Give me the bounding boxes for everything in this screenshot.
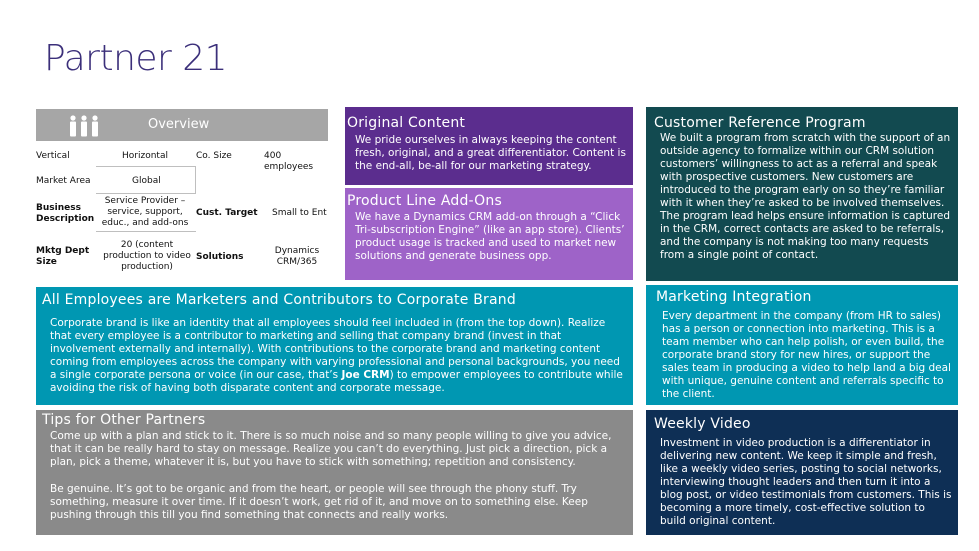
overview-label-cust-target: Cust. Target — [196, 208, 258, 218]
product-addons-panel — [345, 188, 633, 280]
overview-label-business-description: Business Description — [36, 203, 95, 224]
employees-brand-panel — [36, 287, 633, 405]
people-icon — [68, 115, 100, 137]
overview-value-market-area: Global — [132, 176, 161, 186]
overview-label-vertical: Vertical — [36, 151, 70, 161]
overview-value-mktg-dept-size: 20 (content production to video production) — [103, 240, 191, 272]
overview-header — [36, 109, 328, 141]
marketing-integration-body: Every department in the company (from HR to sales) has a person or connection into marketing. This is a team member who can help polish, or even build, the corporate brand story for new hires, or support the sales team in producing a video to help land a big deal with unique, genuine content and referrals specific to the client. — [662, 310, 951, 400]
employees-brand-title: All Employees are Marketers and Contributors to Corporate Brand — [42, 292, 516, 308]
employees-brand-body-end: ) to empower employees to contribute while avoiding the risk of having both disparate content and corporate message. — [50, 369, 623, 394]
tips-panel — [36, 410, 633, 535]
customer-reference-body: We built a program from scratch with the support of an outside agency to formalize within our CRM solution customers’ willingness to act as a referral and speak with prospective customers. New customers are introduced to the program early on so they’re familiar with it when they’re asked to be involved themselves. The program lead helps ensure information is captured in the CRM, correct contacts are asked to be referrals, and the company is not making too many requests from a single point of contact. — [660, 132, 951, 261]
product-addons-title: Product Line Add-Ons — [347, 193, 502, 209]
original-content-panel — [345, 107, 633, 185]
overview-value-solutions: Dynamics CRM/365 — [274, 246, 320, 267]
employees-brand-body — [50, 317, 626, 395]
overview-label-mktg-dept-size: Mktg Dept Size — [36, 246, 90, 267]
overview-label-market-area: Market Area — [36, 176, 91, 186]
weekly-video-title: Weekly Video — [654, 416, 751, 432]
marketing-integration-title: Marketing Integration — [656, 289, 812, 305]
overview-value-cust-target: Small to Ent — [272, 208, 327, 218]
employees-brand-body-text: Corporate brand is like an identity that all employees should feel included in (from the top down). Realize that every employee is a contributor to marketing and selling that company brand (invest in that involvement externally and internally). With contributions to the corporate brand and marketing content coming from employees across the company with varying professional and personal backgrounds, you need a single corporate persona or voice (in our case, that’s — [50, 317, 620, 381]
original-content-body: We pride ourselves in always keeping the content fresh, original, and a great differentiator. Content is the end-all, be-all for our marketing strategy. — [355, 134, 626, 172]
overview-value-business-description: Service Provider – service, support, educ., and add-ons — [101, 196, 189, 228]
overview-label-solutions: Solutions — [196, 252, 244, 262]
weekly-video-panel — [646, 410, 958, 535]
tips-title: Tips for Other Partners — [42, 412, 206, 428]
tips-body-2: Be genuine. It’s got to be organic and from the heart, or people will see through the phony stuff. Try something, measure it over time. If it doesn’t work, get rid of it, and move on to something else. Keep pushing through this till you find something that connects and really works. — [50, 483, 588, 521]
marketing-integration-panel — [646, 285, 958, 405]
product-addons-body: We have a Dynamics CRM add-on through a “Click Tri-subscription Engine” (like an app store). Clients’ product usage is tracked and used to market new solutions and generate business opp. — [355, 211, 625, 262]
weekly-video-body: Investment in video production is a differentiator in delivering new content. We keep it simple and fresh, like a weekly video series, posting to social networks, interviewing thought leaders and then turn it into a blog post, or video testimonials from customers. This is becoming a more timely, cost-effective solution to build original content. — [660, 437, 952, 527]
tips-body-1: Come up with a plan and stick to it. There is so much noise and so many people willing to give you advice, that it can be really hard to stay on message. Realize you can’t do everything. Just pick a direction, pick a plan, pick a theme, whatever it is, but you have to stick with something; repetition and consistency. — [50, 430, 612, 468]
original-content-title: Original Content — [347, 115, 466, 131]
customer-reference-panel — [646, 107, 958, 281]
customer-reference-title: Customer Reference Program — [654, 115, 866, 131]
overview-title: Overview — [148, 117, 210, 132]
overview-value-vertical: Horizontal — [122, 151, 168, 161]
employees-brand-persona: Joe CRM — [341, 369, 390, 381]
overview-table — [36, 141, 333, 281]
overview-label-co-size: Co. Size — [196, 151, 232, 161]
page-title: Partner 21 — [44, 38, 228, 79]
overview-value-co-size: 400 employees — [264, 151, 314, 172]
